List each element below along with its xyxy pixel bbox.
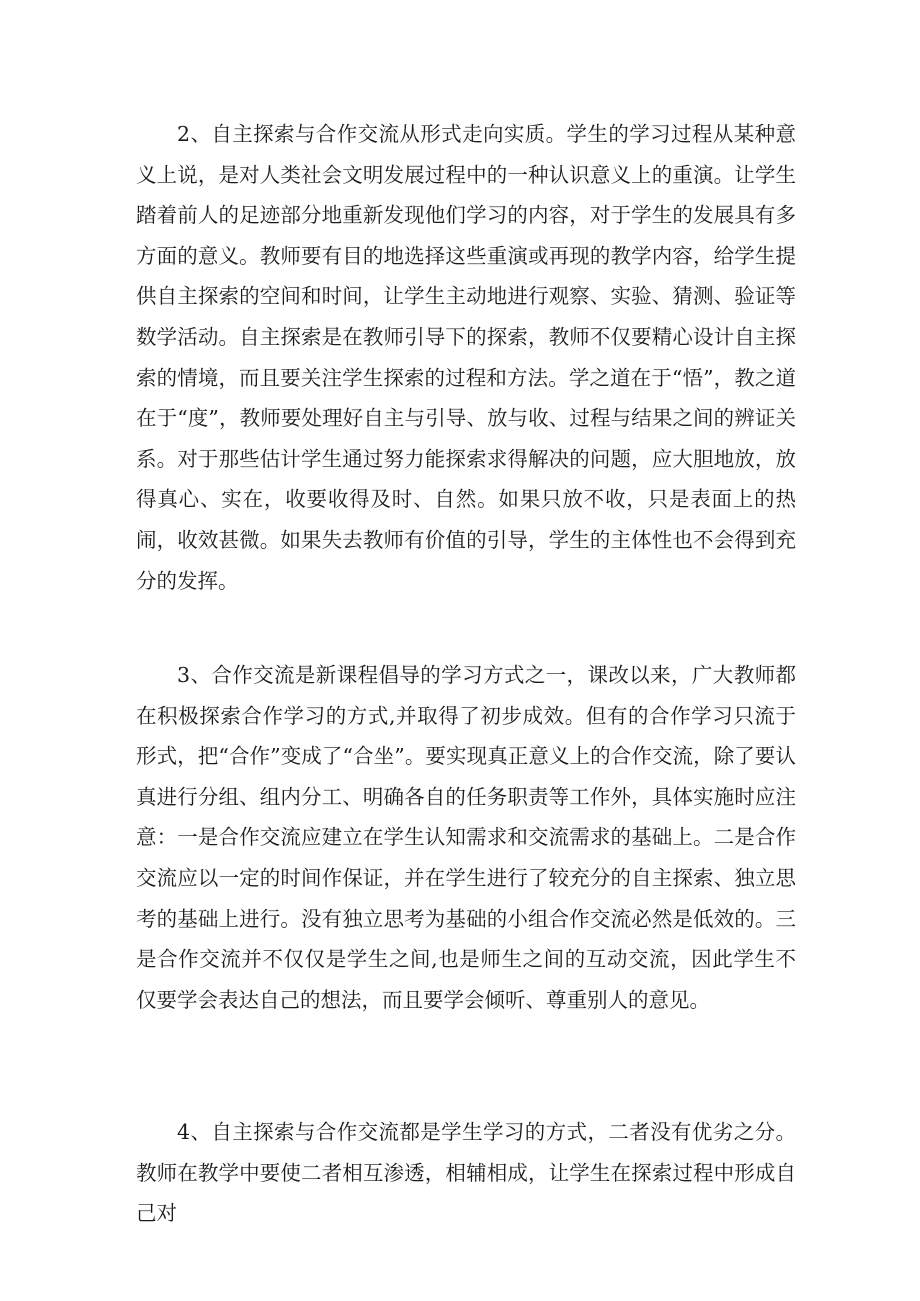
- paragraph-3: 3、合作交流是新课程倡导的学习方式之一，课改以来，广大教师都在积极探索合作学习的方式,并取得了初步成效。但有的合作学习只流于形式，把“合作”变成了“合坐”。要实现真正意义上的合作交流，除了要认真进行分组、组内分工、明确各自的任务职责等工作外，具体实施时应注意：一是合作交流应建立在学生认知需求和交流需求的基础上。二是合作交流应以一定的时间作保证，并在学生进行了较充分的自主探索、独立思考的基础上进行。没有独立思考为基础的小组合作交流必然是低效的。三是合作交流并不仅仅是学生之间,也是师生之间的互动交流，因此学生不仅要学会表达自己的想法，而且要学会倾听、尊重别人的意见。: [136, 663, 796, 1012]
- paragraph-4: 4、自主探索与合作交流都是学生学习的方式，二者没有优劣之分。教师在教学中要使二者相互渗透，相辅相成，让学生在探索过程中形成自己对: [136, 1120, 796, 1226]
- paragraph-2: 2、自主探索与合作交流从形式走向实质。学生的学习过程从某种意义上说，是对人类社会文明发展过程中的一种认识意义上的重演。让学生踏着前人的足迹部分地重新发现他们学习的内容，对于学生的发展具有多方面的意义。教师要有目的地选择这些重演或再现的教学内容，给学生提供自主探索的空间和时间，让学生主动地进行观察、实验、猜测、验证等数学活动。自主探索是在教师引导下的探索，教师不仅要精心设计自主探索的情境，而且要关注学生探索的过程和方法。学之道在于“悟”，教之道在于“度”，教师要处理好自主与引导、放与收、过程与结果之间的辨证关系。对于那些估计学生通过努力能探索求得解决的问题，应大胆地放，放得真心、实在，收要收得及时、自然。如果只放不收，只是表面上的热闹，收效甚微。如果失去教师有价值的引导，学生的主体性也不会得到充分的发挥。: [136, 122, 796, 593]
